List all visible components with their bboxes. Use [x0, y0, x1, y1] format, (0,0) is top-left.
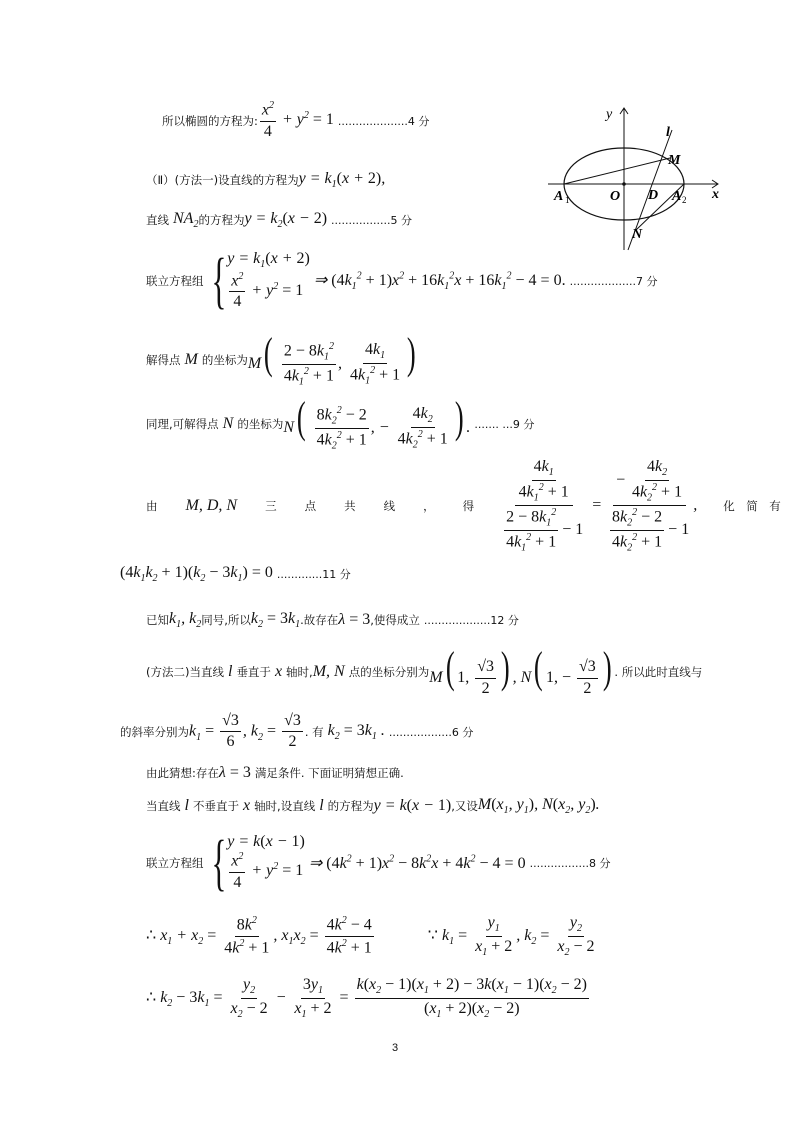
t2: 满足条件. 下面证明猜想正确. — [254, 766, 404, 780]
equation: $(4k_1k_2 + 1)(k_2 - 3k_1) = 0$ — [120, 564, 273, 585]
c3: 共 — [344, 498, 356, 513]
label-y: y — [606, 107, 613, 122]
point-m-line — [146, 329, 419, 388]
k1k2: $k_1$, $k_2$ — [169, 610, 202, 631]
difference: ∴ $k_2 - 3k_1$ = $\frac{y_2}{x_2 - 2}$ − $\frac{3y_1}{x_1 + 2}$ = $\frac{k(x_2 - 1)(x_1 + 2) - 3k(x_1 - 1)(x_2 - 2)}{(x_1 + 2)(x_2 - 2)}$ — [146, 976, 587, 1020]
text2: 的方程为 — [198, 213, 245, 228]
result: ⇒ $(4k^2 + 1)x^2 - 8k^2x + 4k^2 - 4 = 0$ — [304, 853, 526, 872]
system2-line — [146, 829, 611, 897]
because: ∵ $k_1$ = $\frac{y_1}{x_1 + 2}$ , $k_2$ = $\frac{y_2}{x_2 - 2}$ — [427, 914, 595, 958]
t2: . 有 — [304, 724, 324, 739]
collinear-eq: $\frac{4k_1}{4k_1^2 + 1}$ $\frac{2 - 8k_1^2}{4k_1^2 + 1}$ − 1 = − $\frac{4k_2}{4k_2^2 + 1}$ $\frac{8k_2^2 - 2}{4k_2^2 + 1}$ − 1 , — [506, 458, 698, 554]
difference-line — [146, 976, 591, 1020]
t1: (方法二)当直线 — [146, 665, 224, 680]
vieta-line — [146, 914, 599, 958]
conjecture-line — [146, 764, 404, 782]
score: .................5 分 — [331, 214, 412, 228]
c5: ， — [423, 498, 435, 513]
tail: 化 简 有 — [723, 498, 781, 513]
equation: $y = k_1(x + 2)$, — [298, 170, 386, 191]
t3: 轴时,设直线 — [254, 799, 316, 814]
collinear-line — [146, 458, 781, 554]
conclusion-line — [146, 610, 519, 630]
equation: $y = k_2(x - 2)$ — [244, 210, 328, 231]
t2: 同号,所以 — [201, 613, 251, 628]
slopes-line — [120, 712, 473, 752]
t1: 已知 — [146, 613, 169, 628]
t4: 的方程为 — [327, 799, 374, 814]
eq: y = k(x − 1) — [373, 797, 452, 815]
score: ....................4 分 — [337, 114, 430, 128]
score: .............11 分 — [276, 568, 351, 582]
t5: . 所以此时直线与 — [614, 665, 703, 680]
text: 直线 — [146, 213, 169, 228]
origin-dot — [622, 182, 626, 186]
label-x: x — [712, 187, 719, 202]
t1: 的斜率分别为 — [120, 724, 189, 739]
c2: 点 — [304, 498, 317, 513]
text2: 的坐标为 — [237, 416, 284, 431]
simplified-line — [120, 564, 351, 584]
vieta: ∴ $x_1 + x_2$ = $\frac{8k^2}{4k^2 + 1}$ , $x_1x_2$ = $\frac{4k^2 - 4}{4k^2 + 1}$ — [146, 914, 372, 957]
t2: 垂直于 — [236, 665, 271, 680]
system: { y = k(x − 1) $\frac{x^2}{4}$ + $y^2 = 1$ — [210, 829, 305, 897]
l: l — [180, 797, 193, 815]
t5: ,又设 — [451, 799, 478, 814]
score: ....... ...9 分 — [474, 417, 535, 431]
t1: 当直线 — [146, 799, 181, 814]
text2: 的坐标为 — [201, 352, 248, 367]
label-a1-sub: 1 — [565, 195, 570, 205]
l2: l — [315, 797, 328, 815]
c6: 得 — [462, 498, 475, 513]
na2: $NA_2$ — [169, 210, 199, 231]
text: 联立方程组 — [146, 856, 204, 870]
point-n-line — [146, 393, 535, 452]
text: （Ⅱ）(方法一)设直线的方程为 — [146, 173, 299, 188]
equation: $\frac{x^2}{4}$ + $y^2 = 1$ — [261, 100, 334, 140]
text: 同理,可解得点 — [146, 416, 219, 431]
ellipse-equation-line — [162, 100, 429, 141]
l: l — [223, 663, 237, 681]
score: ...................7 分 — [569, 275, 658, 288]
label-m: M — [668, 153, 681, 168]
lambda: λ = 3 — [218, 764, 251, 781]
c4: 线 — [383, 498, 396, 513]
label-n: N — [632, 227, 643, 242]
mdn: M, D, N — [185, 496, 238, 514]
ellipse-figure — [540, 100, 740, 260]
coords: M( 1, $\frac{√3}{2}$ ) , N( 1, − $\frac{√3}{2}$ ) — [429, 643, 612, 697]
x: x — [238, 797, 255, 815]
score: ...................12 分 — [423, 614, 519, 628]
m: M — [180, 350, 202, 368]
t1: 由此猜想:存在 — [146, 766, 219, 780]
rel: $k_2 = 3k_1$ . — [323, 721, 385, 742]
t4: 点的坐标分别为 — [348, 665, 430, 680]
system: { $y = k_1(x + 2)$ $\frac{x^2}{4}$ + $y^2 = 1$ — [210, 247, 310, 315]
lambda: λ = 3 — [338, 611, 371, 629]
line-na2 — [146, 210, 412, 230]
text-you: 由 — [146, 498, 158, 513]
t4: ,使得成立 — [370, 613, 420, 628]
label-d: D — [648, 188, 659, 203]
slopes: $k_1$ = $\frac{√3}{6}$ , $k_2$ = $\frac{√3}{2}$ — [189, 712, 301, 751]
label-a2: A — [672, 189, 682, 204]
label-o: O — [610, 189, 621, 204]
text: 解得点 — [146, 352, 181, 367]
c1: 三 — [265, 498, 277, 513]
coords: N( $\frac{8k_2^2 - 2}{4k_2^2 + 1}$ , − $\frac{4k_2}{4k_2^2 + 1}$ ) . — [283, 393, 471, 452]
t3: 轴时, — [286, 665, 313, 680]
t3: .故存在 — [300, 613, 339, 628]
coords: M( $\frac{2 - 8k_1^2}{4k_1^2 + 1}$ , $\frac{4k_1}{4k_1^2 + 1}$ ) — [247, 329, 416, 388]
mn: M, N — [312, 663, 349, 681]
text: 所以椭圆的方程为: — [162, 113, 258, 128]
pts: $M(x_1$, $y_1$), $N(x_2$, $y_2$). — [477, 796, 600, 817]
text: 联立方程组 — [146, 274, 204, 288]
n: N — [218, 414, 238, 432]
method1-line — [146, 170, 385, 190]
x: x — [270, 663, 287, 681]
t2: 不垂直于 — [192, 799, 239, 814]
label-l: l — [666, 125, 670, 140]
score: ..................6 分 — [388, 725, 474, 739]
general-case-line — [146, 796, 600, 816]
label-a2-sub: 2 — [682, 195, 687, 205]
k2eq: $k_2 = 3k_1$ — [250, 610, 301, 631]
page-number: 3 — [392, 1042, 399, 1054]
label-a1: A — [554, 189, 564, 204]
method2-line — [146, 643, 703, 698]
score: .................8 分 — [529, 857, 611, 870]
result: ⇒ $(4k_1^2 + 1)x^2 + 16k_1^2x + 16k_1^2 - 4 = 0$. — [309, 270, 566, 293]
